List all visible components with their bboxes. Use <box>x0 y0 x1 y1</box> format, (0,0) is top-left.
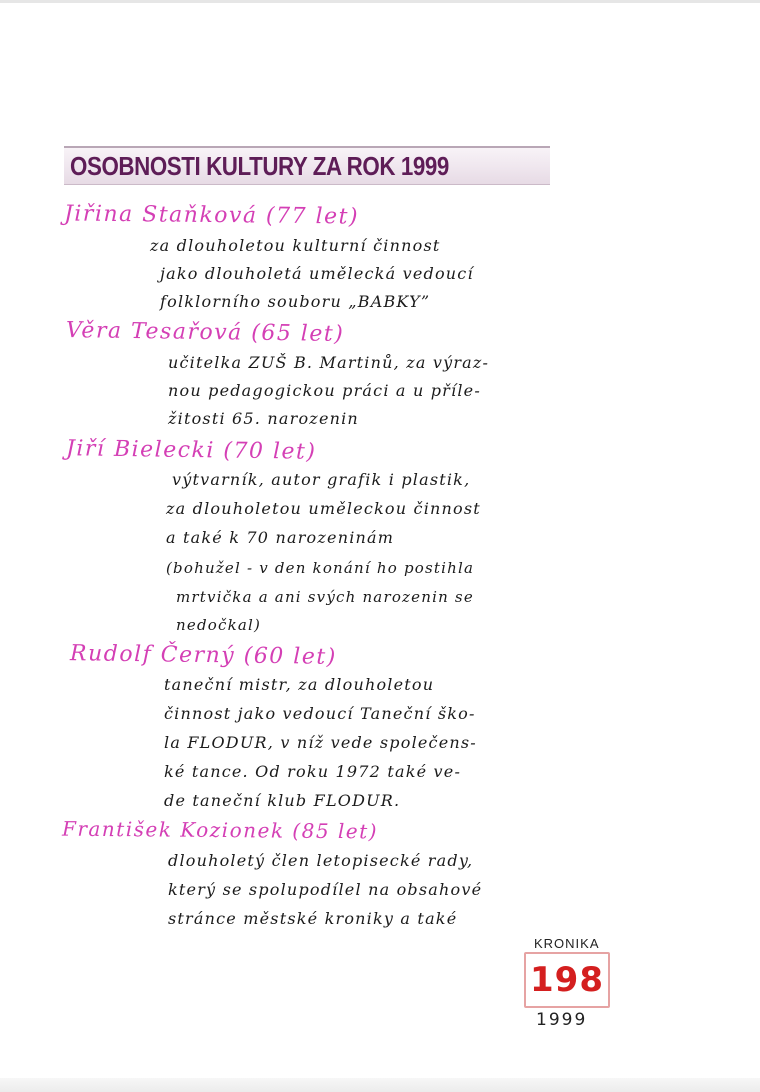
stamp-year: 1999 <box>536 1010 588 1030</box>
entry-name: František Kozionek (85 let) <box>61 816 379 844</box>
entry-line: la FLODUR, v níž vede společens- <box>164 733 477 752</box>
entry-line: činnost jako vedoucí Taneční ško- <box>164 704 476 723</box>
entry-line: nou pedagogickou práci a u příle- <box>168 381 481 400</box>
entry-line: mrtvička a ani svých narozenin se <box>176 588 474 606</box>
scan-top-edge <box>0 0 760 3</box>
title-banner <box>64 146 550 185</box>
stamp-label: KRONIKA <box>534 936 600 951</box>
entry-line: který se spolupodílel na obsahové <box>168 880 483 899</box>
page-number-stamp <box>524 952 610 1008</box>
entry-name: Jiří Bielecki (70 let) <box>65 436 317 465</box>
entry-line: za dlouholetou uměleckou činnost <box>166 499 481 518</box>
entry-line: nedočkal) <box>176 616 262 634</box>
entry-line: žitosti 65. narozenin <box>168 409 359 428</box>
page-number: 198 <box>530 960 604 1000</box>
entry-line: jako dlouholetá umělecká vedoucí <box>160 264 474 283</box>
entry-line: za dlouholetou kulturní činnost <box>150 236 441 255</box>
entry-line: učitelka ZUŠ B. Martinů, za výraz- <box>168 353 490 372</box>
entry-line: dlouholetý člen letopisecké rady, <box>168 851 474 870</box>
entry-name: Věra Tesařová (65 let) <box>65 318 345 347</box>
entry-line: stránce městské kroniky a také <box>168 909 458 928</box>
entry-name: Rudolf Černý (60 let) <box>69 641 337 670</box>
scan-bottom-edge <box>0 1078 760 1092</box>
entry-line: de taneční klub FLODUR. <box>164 791 401 810</box>
entry-line: folklorního souboru „BABKY” <box>160 292 431 311</box>
entry-name: Jiřina Staňková (77 let) <box>63 201 360 230</box>
entry-line: (bohužel - v den konání ho postihla <box>166 559 475 577</box>
entry-line: a také k 70 narozeninám <box>166 528 395 547</box>
entry-line: výtvarník, autor grafik i plastik, <box>172 470 471 489</box>
entry-line: taneční mistr, za dlouholetou <box>164 675 435 694</box>
page-title: OSOBNOSTI KULTURY ZA ROK 1999 <box>70 151 449 181</box>
entry-line: ké tance. Od roku 1972 také ve- <box>164 762 462 781</box>
